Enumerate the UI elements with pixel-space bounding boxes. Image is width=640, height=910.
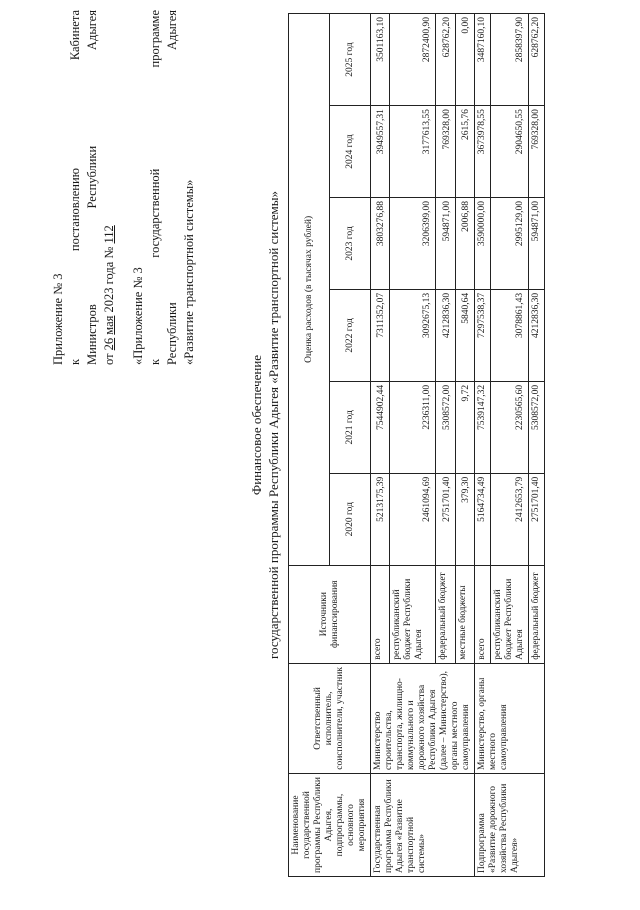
header-year: 2021 год <box>330 381 371 473</box>
value-cell: 3673978,55 <box>475 106 491 198</box>
appendix-date-line: от 26 мая 2023 года № 112 <box>102 225 116 365</box>
appendix-line-3: Министров Республики Адыгея <box>85 10 99 365</box>
table-row <box>475 14 491 877</box>
value-cell: 0,00 <box>455 14 474 106</box>
appendix-month: мая <box>102 315 116 335</box>
value-cell: 2412653,79 <box>491 473 529 565</box>
value-cell: 5840,64 <box>455 289 474 381</box>
source-cell: республиканский бюджет Республики Адыгея <box>491 565 529 663</box>
financing-table <box>288 13 545 877</box>
value-cell: 5164734,49 <box>475 473 491 565</box>
header-source: Источники финансирования <box>289 565 371 663</box>
value-cell: 2230565,60 <box>491 381 529 473</box>
header-executor: Ответственный исполнитель, соисполнители, участник <box>289 663 371 773</box>
value-cell: 3487160,10 <box>475 14 491 106</box>
value-cell: 2904650,55 <box>491 106 529 198</box>
sub-appendix-line-3: Республики Адыгея <box>165 10 179 365</box>
appendix-line-2: к постановлению Кабинета <box>68 10 82 365</box>
appendix-number: 112 <box>102 225 116 244</box>
source-cell: всего <box>371 565 390 663</box>
value-cell: 7311352,07 <box>371 289 390 381</box>
value-cell: 628762,20 <box>436 14 455 106</box>
value-cell: 3803276,88 <box>371 198 390 290</box>
source-cell: федеральный бюджет <box>436 565 455 663</box>
value-cell: 628762,20 <box>529 14 545 106</box>
value-cell: 769328,00 <box>436 106 455 198</box>
title-line-2: государственной программы Республики Адыгея «Развитие транспортной системы» <box>266 190 281 660</box>
header-row <box>289 14 330 877</box>
header-year: 2023 год <box>330 198 371 290</box>
value-cell: 2872400,90 <box>390 14 436 106</box>
value-cell: 2995129,00 <box>491 198 529 290</box>
document-title <box>248 45 282 805</box>
value-cell: 3590000,00 <box>475 198 491 290</box>
value-cell: 2461094,69 <box>390 473 436 565</box>
source-cell: местные бюджеты <box>455 565 474 663</box>
header-estimate: Оценка расходов (в тысячах рублей) <box>289 14 330 566</box>
value-cell: 5213175,39 <box>371 473 390 565</box>
value-cell: 2006,88 <box>455 198 474 290</box>
header-year: 2022 год <box>330 289 371 381</box>
source-cell: республиканский бюджет Республики Адыгея <box>390 565 436 663</box>
sub-appendix-program: «Развитие транспортной системы» <box>182 179 196 365</box>
header-name: Наименование государственной программы Республики Адыгея, подпрограммы, основного мероприятия <box>289 774 371 877</box>
table-row <box>371 14 390 877</box>
sub-appendix-title: «Приложение № 3 <box>131 267 145 365</box>
header-year: 2025 год <box>330 14 371 106</box>
value-cell: 3078861,43 <box>491 289 529 381</box>
document-page <box>20 5 620 905</box>
source-cell: всего <box>475 565 491 663</box>
value-cell: 379,30 <box>455 473 474 565</box>
value-cell: 2236311,00 <box>390 381 436 473</box>
value-cell: 2615,76 <box>455 106 474 198</box>
program-name: Государственная программа Республики Адыгея «Развитие транспортной системы» <box>371 774 475 877</box>
appendix-block <box>50 10 198 365</box>
appendix-title: Приложение № 3 <box>51 273 65 365</box>
subprogram-executor: Министерство, органы местного самоуправления <box>475 663 545 773</box>
program-executor: Министерство строительства, транспорта, жилищно-коммунального и дорожного хозяйства Республики Адыгея (далее – Министерство), органы местного самоуправления <box>371 663 475 773</box>
value-cell: 3501163,10 <box>371 14 390 106</box>
value-cell: 594871,00 <box>529 198 545 290</box>
value-cell: 3206399,00 <box>390 198 436 290</box>
sub-appendix-line-2: к государственной программе <box>148 10 162 365</box>
value-cell: 3177613,55 <box>390 106 436 198</box>
value-cell: 5308572,00 <box>529 381 545 473</box>
header-year: 2024 год <box>330 106 371 198</box>
appendix-day: 26 <box>102 337 116 351</box>
value-cell: 769328,00 <box>529 106 545 198</box>
title-line-1: Финансовое обеспечение <box>249 354 264 496</box>
value-cell: 2751701,40 <box>529 473 545 565</box>
value-cell: 5308572,00 <box>436 381 455 473</box>
value-cell: 7297538,37 <box>475 289 491 381</box>
value-cell: 3092675,13 <box>390 289 436 381</box>
subprogram-name: Подпрограмма «Развитие дорожного хозяйства Республики Адыгея» <box>475 774 545 877</box>
value-cell: 2751701,40 <box>436 473 455 565</box>
value-cell: 3949557,31 <box>371 106 390 198</box>
value-cell: 7539147,32 <box>475 381 491 473</box>
source-cell: федеральный бюджет <box>529 565 545 663</box>
value-cell: 7544902,44 <box>371 381 390 473</box>
value-cell: 2858397,90 <box>491 14 529 106</box>
value-cell: 9,72 <box>455 381 474 473</box>
value-cell: 4212836,30 <box>436 289 455 381</box>
value-cell: 4212836,30 <box>529 289 545 381</box>
header-year: 2020 год <box>330 473 371 565</box>
value-cell: 594871,00 <box>436 198 455 290</box>
